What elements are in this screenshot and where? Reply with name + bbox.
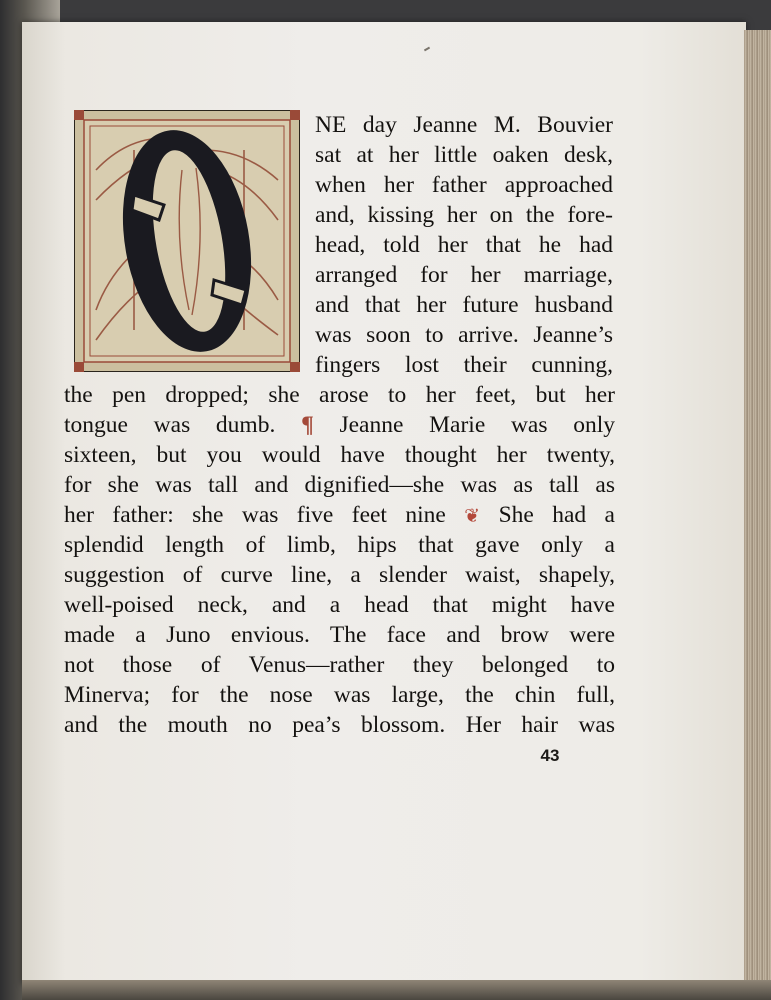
text-segment: tongue was dumb. <box>64 412 276 438</box>
text-line-19: not those of Venus—rather they belonged to <box>64 652 615 678</box>
text-line-8: was soon to arrive. Jeanne’s <box>315 322 613 348</box>
text-line-14 <box>64 500 615 530</box>
fleuron-ornament: ❦ <box>464 505 481 527</box>
text-line-2: sat at her little oaken desk, <box>315 142 613 168</box>
text-segment: Jeanne Marie was only <box>339 412 616 438</box>
text-segment: her father: she was five feet nine <box>64 502 446 528</box>
text-line-18: made a Juno envious. The face and brow were <box>64 622 615 648</box>
text-line-12: sixteen, but you would have thought her twenty, <box>64 442 615 468</box>
text-line-11 <box>64 410 615 440</box>
text-line-13: for she was tall and dignified—she was as tall as <box>64 472 615 498</box>
text-segment: She had a <box>498 502 615 528</box>
text-line-17: well-poised neck, and a head that might have <box>64 592 615 618</box>
text-line-7: and that her future husband <box>315 292 613 318</box>
text-line-20: Minerva; for the nose was large, the chin full, <box>64 682 615 708</box>
text-line-16: suggestion of curve line, a slender waist, shapely, <box>64 562 615 588</box>
text-line-6: arranged for her marriage, <box>315 262 613 288</box>
text-line-21: and the mouth no pea’s blossom. Her hair was <box>64 712 615 738</box>
text-line-9: fingers lost their cunning, <box>315 352 613 378</box>
text-line-5: head, told her that he had <box>315 232 613 258</box>
pilcrow-ornament: ¶ <box>301 412 314 438</box>
text-line-15: splendid length of limb, hips that gave only a <box>64 532 615 558</box>
text-line-4: and, kissing her on the fore- <box>315 202 613 228</box>
text-line-10: the pen dropped; she arose to her feet, but her <box>64 382 615 408</box>
text-line-3: when her father approached <box>315 172 613 198</box>
page-number: 43 <box>540 746 560 765</box>
text-line-1: NE day Jeanne M. Bouvier <box>315 112 613 138</box>
